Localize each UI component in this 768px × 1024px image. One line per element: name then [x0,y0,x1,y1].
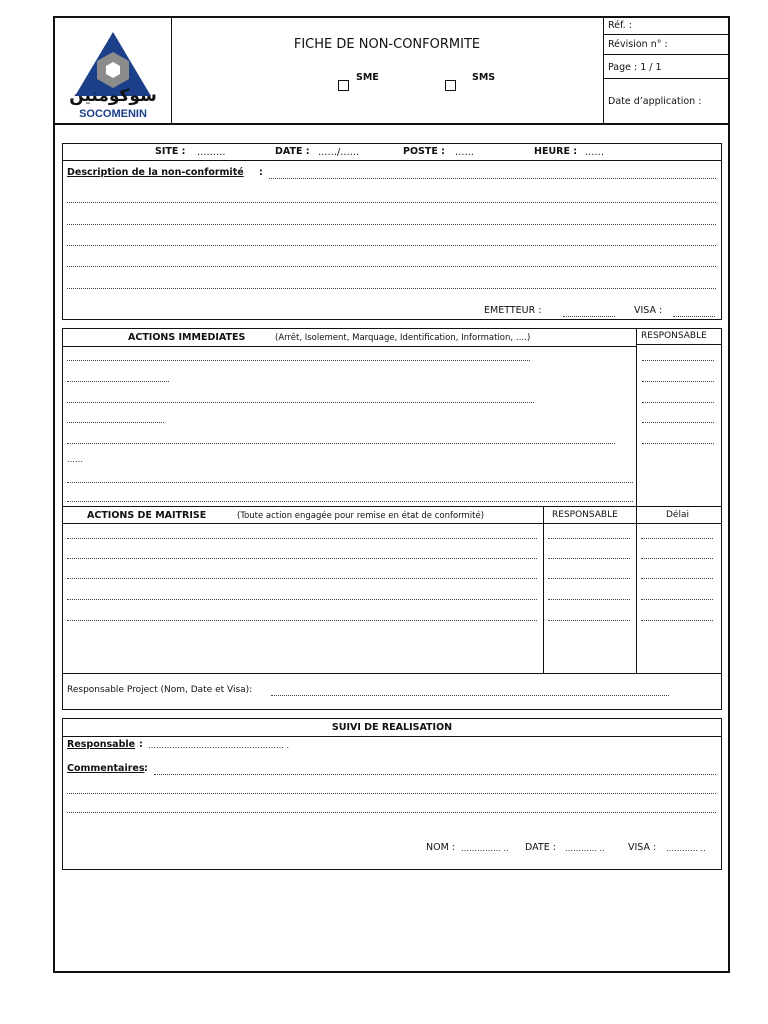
suivi-nom-field[interactable]: …………… .. [461,844,509,853]
document-title: FICHE DE NON-CONFORMITE [293,37,481,52]
poste-label: POSTE : [403,146,445,157]
delai-line[interactable] [641,538,713,539]
commentaires-line[interactable] [67,812,716,813]
visa-label: VISA : [634,305,663,316]
responsable-project-line[interactable] [271,695,669,696]
delai-line[interactable] [641,558,713,559]
responsable-line[interactable] [642,422,714,423]
description-line[interactable] [67,245,716,246]
description-section [62,143,722,320]
responsable-project-label: Responsable Project (Nom, Date et Visa): [67,685,253,695]
description-line[interactable] [67,224,716,225]
socomenin-logo [67,28,159,124]
actions-immediates-responsable-header: RESPONSABLE [641,331,707,341]
commentaires-line[interactable] [67,793,716,794]
description-line[interactable] [67,288,716,289]
heure-label: HEURE : [534,146,578,157]
action-immediate-line[interactable] [67,443,615,444]
actions-maitrise-title: ACTIONS DE MAITRISE [87,510,207,521]
date-label: DATE : [275,146,310,157]
delai-line[interactable] [641,620,713,621]
suivi-date-field[interactable]: ………… .. [565,844,605,853]
responsable-line[interactable] [642,360,714,361]
suivi-title: SUIVI DE REALISATION [331,722,453,733]
sme-checkbox[interactable] [338,80,349,91]
emetteur-label: EMETTEUR : [484,305,542,316]
responsable-line[interactable] [642,443,714,444]
sms-checkbox[interactable] [445,80,456,91]
brand-arabic: سوكومنين [69,86,157,106]
action-maitrise-line[interactable] [67,599,537,600]
suivi-visa-label: VISA : [628,842,657,853]
action-immediate-line[interactable] [67,422,164,423]
page-label: Page : 1 / 1 [608,62,662,73]
poste-field[interactable]: …… [455,147,474,158]
action-immediate-short[interactable]: …… [67,455,83,464]
revision-label: Révision n° : [608,39,668,50]
suivi-section [62,718,722,870]
description-colon: : [259,167,263,178]
actions-section [62,328,722,710]
suivi-nom-label: NOM : [426,842,456,853]
action-immediate-line[interactable] [67,482,633,483]
visa-field[interactable] [673,316,715,317]
commentaires-line[interactable] [154,774,716,775]
sme-label: SME [356,72,379,83]
site-field[interactable]: ……… [197,147,226,158]
action-maitrise-line[interactable] [67,558,537,559]
suivi-visa-field[interactable]: ………… .. [666,844,706,853]
sms-label: SMS [472,72,496,83]
maitrise-responsable-line[interactable] [548,620,630,621]
date-application-label: Date d’application : [608,96,702,107]
actions-immediates-title: ACTIONS IMMEDIATES [128,332,246,343]
delai-line[interactable] [641,599,713,600]
responsable-line[interactable] [642,381,714,382]
action-maitrise-line[interactable] [67,578,537,579]
brand-name: SOCOMENIN [79,108,147,120]
date-field[interactable]: ……/…… [318,147,360,158]
actions-maitrise-responsable-header: RESPONSABLE [552,510,618,520]
suivi-responsable-colon: : [139,739,143,750]
maitrise-responsable-line[interactable] [548,599,630,600]
description-line[interactable] [67,202,716,203]
action-maitrise-line[interactable] [67,538,537,539]
action-immediate-line[interactable] [67,360,530,361]
delai-line[interactable] [641,578,713,579]
delai-header: Délai [666,510,689,520]
action-maitrise-line[interactable] [67,620,537,621]
description-label: Description de la non-conformité [67,167,244,178]
action-immediate-line[interactable] [67,381,169,382]
suivi-responsable-field[interactable]: …………………………………………… . [148,741,290,750]
actions-maitrise-subtitle: (Toute action engagée pour remise en état de conformité) [237,511,485,521]
ref-label: Réf. : [608,20,632,31]
responsable-line[interactable] [642,402,714,403]
commentaires-label: Commentaires [67,763,145,774]
maitrise-responsable-line[interactable] [548,558,630,559]
description-line[interactable] [67,266,716,267]
action-immediate-line[interactable] [67,402,534,403]
suivi-date-label: DATE : [525,842,556,853]
action-immediate-line[interactable] [67,501,633,502]
site-label: SITE : [155,146,186,157]
emetteur-field[interactable] [563,316,615,317]
suivi-responsable-label: Responsable [67,739,136,750]
commentaires-colon: : [144,763,148,774]
heure-field[interactable]: …… [585,147,604,158]
maitrise-responsable-line[interactable] [548,538,630,539]
actions-immediates-subtitle: (Arrêt, Isolement, Marquage, Identification, Information, ….) [275,333,531,343]
description-line[interactable] [269,178,716,179]
header [53,16,730,126]
maitrise-responsable-line[interactable] [548,578,630,579]
